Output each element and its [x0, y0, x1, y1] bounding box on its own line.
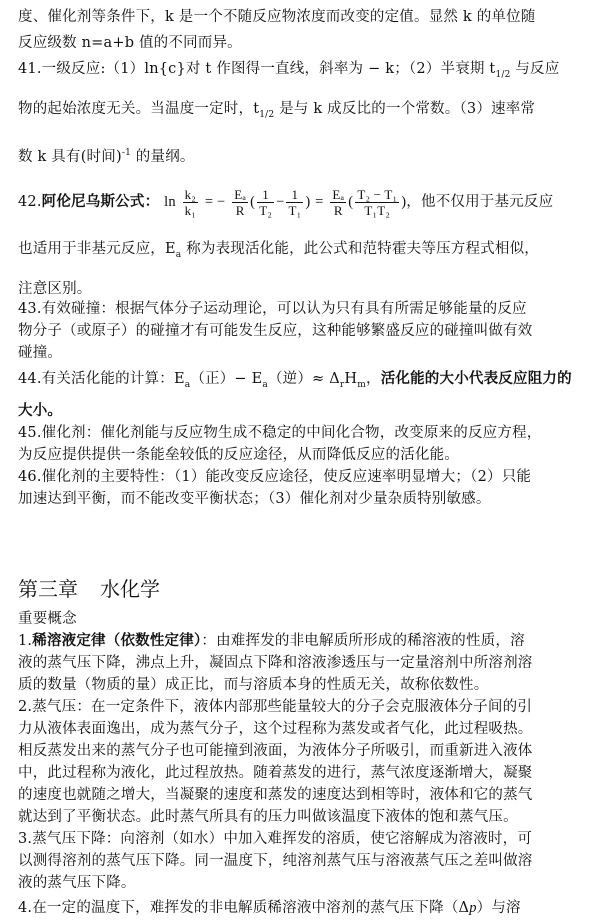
- item-41-line-3: 数 k 具有(时间)$^{-1}$ 的量纲。: [18, 148, 195, 165]
- concept-2-line-4: 中，此过程称为液化，此过程放热。随着蒸发的进行，蒸气浓度逐渐增大，凝聚: [18, 765, 533, 781]
- item-46-line-2: 加速达到平衡，而不能改变平衡状态；（3）催化剂对少量杂质特别敏感。: [18, 491, 491, 507]
- concept-2-line-3: 相反蒸发出来的蒸气分子也可能撞到液面，为液体分子所吸引，而重新进入液体: [18, 743, 533, 759]
- item-41-line-1: 41.一级反应:（1）ln{c}对 t 作图得一直线，斜率为 − k；（2）半衰期 $t_{1/2}$ 与反应: [18, 61, 560, 80]
- concept-1-line-1: 1.稀溶液定律（依数性定律）：由难挥发的非电解质所形成的稀溶液的性质，溶: [18, 632, 525, 649]
- text-line: 反应级数 n=a+b 值的不同而异。: [18, 35, 242, 51]
- item-41-line-2: 物的起始浓度无关。当温度一定时，$t_{1/2}$ 是与 k 成反比的一个常数。（3）速率常: [18, 101, 536, 120]
- item-42-line-2: 也适用于非基元反应，$E_a$ 称为表现活化能，此公式和范特霍夫等压方程式相似，: [18, 241, 539, 260]
- item-45-line-2: 为反应提供提供一条能垒较低的反应途径，从而降低反应的活化能。: [18, 447, 459, 463]
- fraction-diff-prod: $\frac{\text{T₂ − T₁}}{\text{T₁T₂}}$: [357, 186, 398, 218]
- concept-3-line-1: 3.蒸气压下降：向溶剂（如水）中加入难挥发的溶质，使它溶解成为溶液时，可: [18, 831, 533, 847]
- fraction-1-t2: $\frac{1}{\text{T₂}}$: [259, 186, 273, 218]
- item-44-line-1: 44.有关活化能的计算：$E_a$（正）− $E_a$（逆）≈ $\Delta_rH_m$，活化能的大小代表反应阻力的: [18, 370, 572, 390]
- concept-2-line-2: 力从液体表面逸出，成为蒸气分子，这个过程称为蒸发或者气化，此过程吸热。: [18, 721, 533, 737]
- item-46-line-1: 46.催化剂的主要特性：（1）能改变反应途径，使反应速率明显增大；（2）只能: [18, 469, 532, 485]
- concept-1-line-2: 液的蒸气压下降，沸点上升，凝固点下降和溶液渗透压与一定量溶剂中所溶剂溶: [18, 655, 533, 671]
- fraction-ea-r: $\frac{\text{Eₐ}}{R}$: [234, 186, 247, 218]
- fraction-k2-k1: $\frac{\text{k₂}}{\text{k₁}}$: [184, 186, 197, 218]
- concept-3-line-3: 液的蒸气压下降。: [18, 875, 136, 891]
- item-43-line-3: 碰撞。: [18, 345, 63, 361]
- concept-4-line-1: 4.在一定的温度下，难挥发的非电解质稀溶液中溶剂的蒸气压下降（Δp）与溶: [18, 900, 521, 916]
- item-42-formula-line: 42.阿伦尼乌斯公式： ln $\frac{\text{k₂}}{\text{k₁}}$ = − $\frac{\text{Eₐ}}{R}$ ( $\frac{1}{\text{T₂}}$ − $\frac{1}{\text{T₁}}$ ) = $\frac{\text{Eₐ}}{R}$ ( $\frac{\text{T₂ − T₁}}{\text{T₁T₂}}$ )，他不仅用于基元反应: [18, 186, 554, 218]
- item-43-line-2: 物分子（或原子）的碰撞才有可能发生反应，这种能够繁盛反应的碰撞叫做有效: [18, 323, 533, 339]
- concept-3-line-2: 以测得溶剂的蒸气压下降。同一温度下，纯溶剂蒸气压与溶液蒸气压之差叫做溶: [18, 853, 533, 869]
- item-43-line-1: 43.有效碰撞：根据气体分子运动理论，可以认为只有具有所需足够能量的反应: [18, 301, 527, 317]
- item-44-line-2: 大小。: [18, 402, 63, 419]
- concept-1-line-3: 质的数量（物质的量）成正比，而与溶质本身的性质无关，故称依数性。: [18, 677, 489, 693]
- concept-2-line-5: 的速度也就随之增大，当凝聚的速度和蒸发的速度达到相等时，液体和它的蒸气: [18, 787, 533, 803]
- concept-2-line-6: 就达到了平衡状态。此时蒸气所具有的压力叫做该温度下液体的饱和蒸气压。: [18, 809, 518, 825]
- text-line: 度、催化剂等条件下，k 是一个不随反应物浓度而改变的定值。显然 k 的单位随: [18, 9, 536, 25]
- item-45-line-1: 45.催化剂：催化剂能与反应物生成不稳定的中间化合物，改变原来的反应方程，: [18, 425, 542, 441]
- arrhenius-label: 阿伦尼乌斯公式: [41, 193, 145, 210]
- fraction-1-t1: $\frac{1}{\text{T₁}}$: [288, 186, 302, 218]
- chapter-heading: 第三章 水化学: [18, 577, 160, 601]
- concept-2-line-1: 2.蒸气压：在一定条件下，液体内部那些能量较大的分子会克服液体分子间的引: [18, 699, 533, 715]
- fraction-ea-r-2: $\frac{\text{Eₐ}}{R}$: [332, 186, 345, 218]
- section-heading: 重要概念: [18, 611, 77, 627]
- item-42-line-3: 注意区别。: [18, 281, 92, 297]
